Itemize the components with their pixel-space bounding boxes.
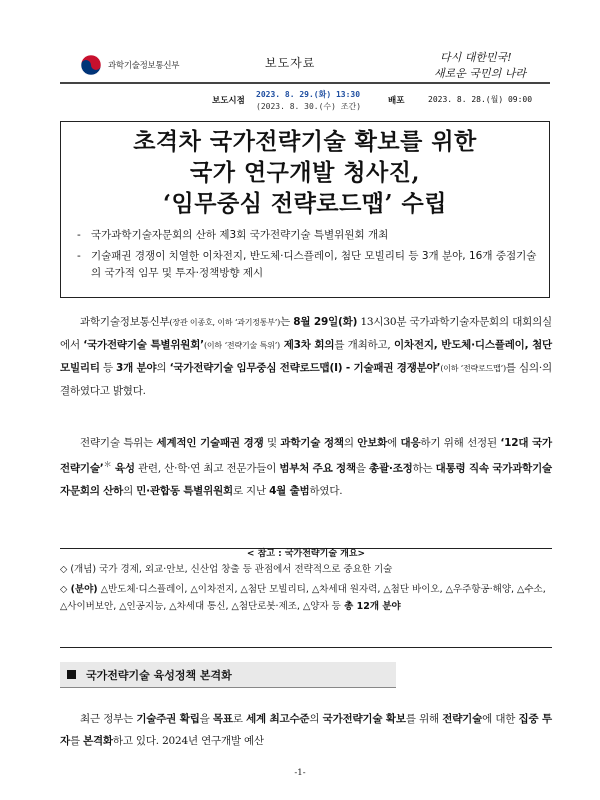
release-time-paper: (2023. 8. 30.(수) 조간)	[256, 102, 362, 111]
reference-fields-label: ◇ (분야)	[60, 584, 98, 595]
title-box	[60, 121, 550, 298]
ministry-logo	[80, 54, 179, 76]
reference-fields-total: 총 12개 분야	[340, 601, 401, 612]
headline-line1: 초격차 국가전략기술 확보를 위한	[133, 128, 477, 155]
subheadlines	[77, 227, 542, 282]
reference-title: < 참고 : 국가전략기술 개요>	[60, 541, 552, 560]
subheadline-1-text: 국가과학기술자문회의 산하 제3회 국가전략기술 특별위원회 개최	[91, 229, 389, 241]
government-slogan	[430, 46, 550, 86]
reference-fields-text: △반도체·디스플레이, △이차전지, △첨단 모빌리티, △차세대 원자력, △첨단 바이오, △우주항공·해양, △수소, △사이버보안, △인공지능, △차세대 통신, △첨단로봇·제조, △양자 등	[60, 584, 546, 612]
taegeuk-emblem-icon	[80, 54, 102, 76]
release-label: 보도시점	[212, 96, 245, 106]
paragraph-1: 과학기술정보통신부(장관 이종호, 이하 ‘과기정통부’)는 8월 29일(화) 13시30분 국가과학기술자문회의 대회의실에서 ‘국가전략기술 특별위원회’(이하 ‘전략기술 특위’) 제3차 회의를 개최하고, 이차전지, 반도체·디스플레이, 첨단 모빌리티 등 3개 분야의 ‘국가전략기술 임무중심 전략로드맵(Ⅰ) - 기술패권 경쟁분야’(이하 ‘전략로드맵’)를 심의·의결하였다고 밝혔다.	[60, 316, 553, 397]
reference-fields	[60, 581, 552, 615]
headline-line2: 국가 연구개발 청사진,	[190, 159, 420, 186]
headline	[61, 126, 549, 219]
release-info	[60, 87, 550, 123]
subheadline-1: - 국가과학기술자문회의 산하 제3회 국가전략기술 특별위원회 개최	[77, 229, 389, 241]
press-release-label: 보도자료	[265, 56, 316, 70]
reference-box	[60, 548, 552, 648]
reference-concept: ◇ (개념) 국가 경제, 외교·안보, 신산업 창출 등 관점에서 전략적으로 중요한 기술	[60, 564, 393, 575]
distribution-time: 2023. 8. 28.(월) 09:00	[428, 95, 533, 104]
paragraph-3: 최근 정부는 기술주권 확립을 목표로 세계 최고수준의 국가전략기술 확보를 위해 전략기술에 대한 집중 투자를 본격화하고 있다. 2024년 연구개발 예산	[60, 713, 552, 747]
slogan-line1: 다시 대한민국!	[440, 51, 512, 64]
subheadline-2: - 기술패권 경쟁이 치열한 이차전지, 반도체·디스플레이, 첨단 모빌리티 등 3개 분야, 16개 중점기술의 국가적 임무 및 투자·정책방향 제시	[77, 250, 537, 279]
press-release-header	[60, 44, 550, 84]
slogan-line2: 새로운 국민의 나라	[434, 67, 527, 80]
headline-line3: ‘임무중심 전략로드맵’ 수립	[163, 190, 447, 217]
page-number: -1-	[294, 768, 306, 778]
ministry-name: 과학기술정보통신부	[108, 61, 180, 71]
release-time: 2023. 8. 29.(화) 13:30	[256, 90, 361, 99]
distribution-label: 배포	[388, 96, 405, 106]
section-heading-text: 국가전략기술 육성정책 본격화	[86, 669, 232, 682]
paragraph-2: 전략기술 특위는 세계적인 기술패권 경쟁 및 과학기술 정책의 안보화에 대응하기 위해 선정된 ‘12대 국가전략기술’＊ 육성 관련, 산·학·연 최고 전문가들이 범부처 주요 정책을 총괄·조정하는 대통령 직속 국가과학기술자문회의 산하의 민·관합동 특별위원회로 지난 4월 출범하였다.	[60, 437, 552, 497]
section-heading	[60, 662, 396, 688]
square-bullet-icon	[67, 670, 76, 679]
subheadline-2-text: 기술패권 경쟁이 치열한 이차전지, 반도체·디스플레이, 첨단 모빌리티 등 3개 분야, 16개 중점기술의 국가적 임무 및 투자·정책방향 제시	[91, 250, 537, 279]
